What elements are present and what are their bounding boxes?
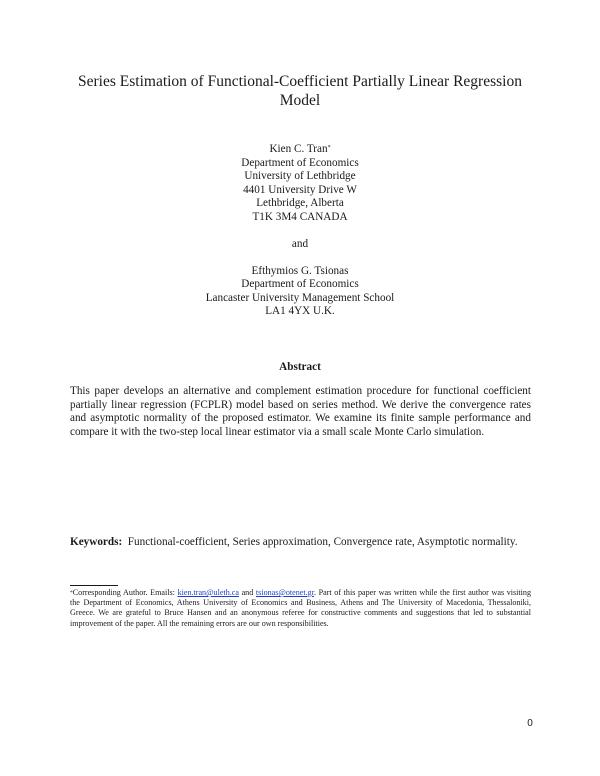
- author1-address-line1: 4401 University Drive W: [243, 183, 357, 196]
- keywords-text: Functional-coefficient, Series approximation, Convergence rate, Asymptotic normality.: [127, 536, 518, 548]
- keywords-label: Keywords:: [70, 536, 123, 548]
- footnote-prefix: Corresponding Author. Emails:: [72, 588, 178, 597]
- author1-institution: University of Lethbridge: [244, 170, 356, 182]
- author2-name: Efthymios G. Tsionas: [251, 264, 349, 277]
- author1-name-line: [100, 143, 500, 157]
- author1-department: Department of Economics: [241, 156, 359, 169]
- email-link-author2[interactable]: tsionas@otenet.gr: [255, 588, 314, 597]
- spacer: [100, 251, 500, 265]
- author2-department: Department of Economics: [241, 278, 359, 290]
- abstract-text: This paper develops an alternative and complement estimation procedure for functional coefficient partially linear regression (FCPLR) model based on series method. We derive the convergence rates and asymptotic normality of the proposed estimator. We examine its finite sample performance and compare it with the two-step local linear estimator via a small scale Monte Carlo simulation.: [70, 385, 531, 438]
- page-number: 0: [527, 718, 533, 729]
- spacer: [100, 224, 500, 238]
- footnote-divider: [70, 585, 118, 586]
- footnote-join: and: [238, 588, 256, 597]
- author1-address-line2: Lethbridge, Alberta: [256, 197, 344, 209]
- author2-address-line1: LA1 4YX U.K.: [265, 305, 335, 317]
- footnote: [70, 588, 531, 629]
- author1-address-line3: T1K 3M4 CANADA: [252, 210, 348, 223]
- paper-title: Series Estimation of Functional-Coefficient Partially Linear Regression Model: [78, 73, 522, 109]
- author2-institution: Lancaster University Management School: [205, 291, 395, 304]
- footnote-suffix: . Part of this paper was written while the first author was visiting the Department of Economics, Athens University of Economics and Business, Athens and The University of Macedonia, Thessaloniki, Greece. We are grateful to Bruce Hansen and an anonymous referee for constructive comments and suggestions that led to substantial improvement of the paper. All the remaining errors are our own responsibilities.: [70, 588, 532, 628]
- author1-footnote-mark: *: [327, 145, 331, 151]
- author-block: [100, 143, 500, 319]
- email-link-author1[interactable]: kien.tran@uleth.ca: [177, 588, 239, 597]
- keywords-section: [70, 536, 531, 550]
- abstract-heading: Abstract: [279, 361, 321, 373]
- footnote-mark: *: [70, 590, 73, 596]
- author1-name: Kien C. Tran: [269, 143, 328, 155]
- author-conjunction: and: [291, 237, 309, 250]
